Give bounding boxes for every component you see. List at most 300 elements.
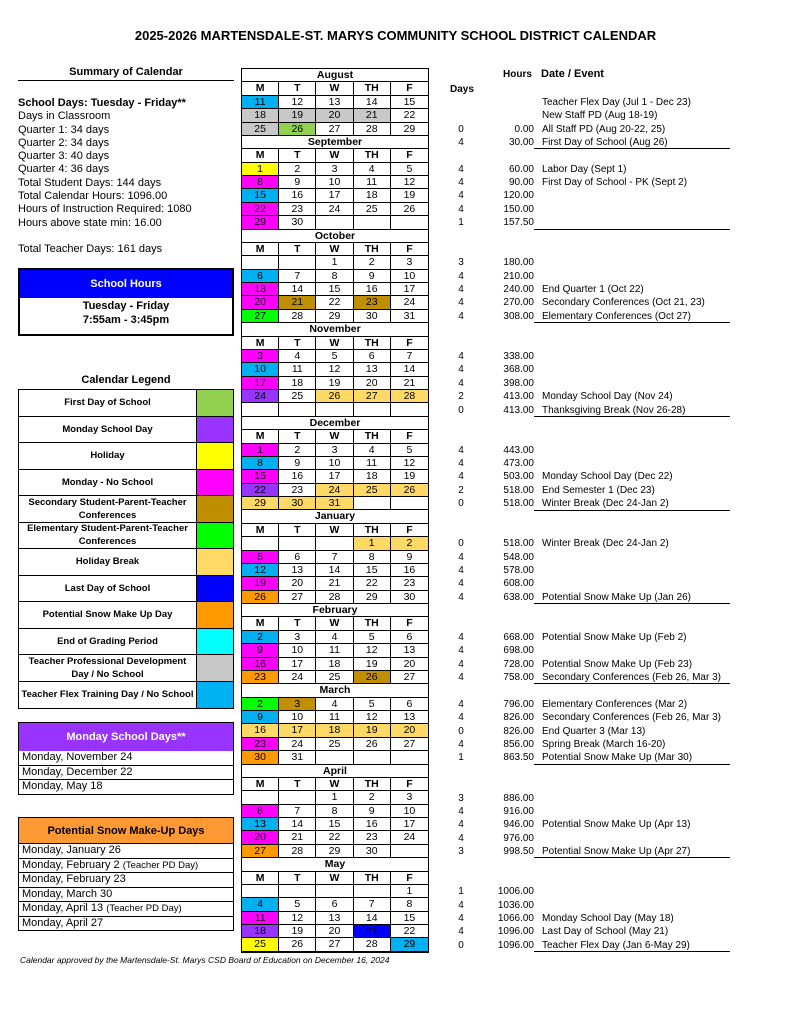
day-cell: 25 bbox=[316, 671, 353, 684]
weekday-header: M bbox=[242, 778, 279, 791]
event-row bbox=[440, 444, 730, 457]
day-cell: 1 bbox=[316, 791, 353, 804]
days-value: 0 bbox=[458, 404, 464, 416]
day-cell: 15 bbox=[391, 912, 428, 925]
day-cell: 29 bbox=[391, 938, 428, 951]
event-text: Potential Snow Make Up (Jan 26) bbox=[534, 591, 730, 604]
week-row bbox=[242, 377, 428, 390]
day-cell: 7 bbox=[279, 805, 316, 818]
legend-item bbox=[19, 470, 233, 497]
day-cell: 17 bbox=[316, 189, 353, 202]
monday-school-days-heading: Monday School Days** bbox=[19, 723, 233, 751]
day-cell: 5 bbox=[391, 163, 428, 176]
weekday-header-row bbox=[242, 617, 428, 630]
school-hours-times: 7:55am - 3:45pm bbox=[82, 314, 170, 326]
week-row bbox=[242, 403, 428, 416]
hours-value: 270.00 bbox=[503, 297, 534, 309]
snow-makeup-day bbox=[19, 917, 233, 931]
summary-line: Days in Classroom bbox=[18, 110, 111, 123]
day-cell: 13 bbox=[391, 644, 428, 657]
day-cell bbox=[391, 751, 428, 764]
days-value: 4 bbox=[458, 284, 464, 296]
day-cell: 15 bbox=[316, 818, 353, 831]
weekday-header: W bbox=[316, 243, 353, 256]
day-cell: 29 bbox=[354, 591, 391, 604]
legend-label: Holiday bbox=[19, 443, 197, 469]
month-label: October bbox=[242, 230, 428, 243]
day-cell: 31 bbox=[391, 310, 428, 323]
day-cell: 13 bbox=[279, 564, 316, 577]
day-cell: 30 bbox=[354, 310, 391, 323]
days-value: 4 bbox=[458, 310, 464, 322]
weekday-header: TH bbox=[354, 82, 391, 95]
legend-item bbox=[19, 629, 233, 656]
day-cell: 1 bbox=[242, 444, 279, 457]
days-value: 1 bbox=[458, 217, 464, 229]
day-cell: 31 bbox=[279, 751, 316, 764]
event-row bbox=[440, 845, 730, 858]
event-text: Elementary Conferences (Oct 27) bbox=[534, 310, 730, 323]
day-cell: 1 bbox=[391, 885, 428, 898]
day-cell: 16 bbox=[354, 818, 391, 831]
weekday-header: F bbox=[391, 617, 428, 630]
hours-value: 826.00 bbox=[503, 725, 534, 737]
calendar-grid bbox=[241, 68, 429, 953]
weekday-header: F bbox=[391, 778, 428, 791]
hours-value: 413.00 bbox=[503, 391, 534, 403]
event-text: End Quarter 3 (Mar 13) bbox=[542, 725, 646, 737]
day-cell: 9 bbox=[279, 176, 316, 189]
day-cell: 24 bbox=[242, 390, 279, 403]
hours-value: 796.00 bbox=[503, 698, 534, 710]
day-cell: 3 bbox=[242, 350, 279, 363]
weekday-header: M bbox=[242, 617, 279, 630]
days-value: 4 bbox=[458, 203, 464, 215]
weekday-header: TH bbox=[354, 149, 391, 162]
day-cell bbox=[354, 216, 391, 229]
hours-value: 1036.00 bbox=[497, 899, 534, 911]
days-value: 4 bbox=[458, 672, 464, 684]
week-row bbox=[242, 925, 428, 938]
week-row bbox=[242, 350, 428, 363]
hours-value: 863.50 bbox=[503, 752, 534, 764]
monday-school-day: Monday, May 18 bbox=[22, 780, 103, 792]
weekday-header: T bbox=[279, 872, 316, 885]
hours-value: 150.00 bbox=[503, 203, 534, 215]
legend-label: Last Day of School bbox=[19, 576, 197, 602]
day-cell: 20 bbox=[279, 577, 316, 590]
legend-swatch bbox=[197, 390, 233, 416]
day-cell: 25 bbox=[279, 390, 316, 403]
day-cell: 30 bbox=[354, 845, 391, 858]
day-cell: 29 bbox=[391, 123, 428, 136]
event-text bbox=[534, 577, 730, 590]
event-row bbox=[440, 751, 730, 764]
weekday-header: W bbox=[316, 149, 353, 162]
weekday-header: M bbox=[242, 337, 279, 350]
day-cell: 23 bbox=[279, 484, 316, 497]
month-label: September bbox=[242, 136, 428, 149]
snow-makeup-day bbox=[19, 888, 233, 903]
day-cell: 3 bbox=[279, 631, 316, 644]
legend-item bbox=[19, 549, 233, 576]
day-cell: 1 bbox=[354, 537, 391, 550]
hours-value: 578.00 bbox=[503, 565, 534, 577]
legend-swatch bbox=[197, 549, 233, 575]
event-row bbox=[440, 925, 730, 938]
day-cell: 20 bbox=[316, 109, 353, 122]
hours-value: 1096.00 bbox=[497, 926, 534, 938]
week-row bbox=[242, 818, 428, 831]
day-cell: 9 bbox=[354, 270, 391, 283]
week-row bbox=[242, 283, 428, 296]
page-title: 2025-2026 MARTENSDALE-ST. MARYS COMMUNITY SCHOOL DISTRICT CALENDAR bbox=[134, 28, 657, 43]
hours-value: 886.00 bbox=[503, 792, 534, 804]
event-row bbox=[440, 470, 730, 483]
days-value: 4 bbox=[458, 698, 464, 710]
school-hours-box bbox=[18, 268, 234, 336]
day-cell: 10 bbox=[279, 711, 316, 724]
weekday-header: T bbox=[279, 778, 316, 791]
days-value: 4 bbox=[458, 899, 464, 911]
event-row bbox=[440, 698, 730, 711]
event-text bbox=[534, 832, 730, 845]
day-cell: 11 bbox=[279, 363, 316, 376]
legend-item bbox=[19, 390, 233, 417]
event-text: End Semester 1 (Dec 23) bbox=[542, 484, 655, 496]
day-cell: 18 bbox=[316, 724, 353, 737]
weekday-header: W bbox=[316, 337, 353, 350]
day-cell: 14 bbox=[279, 818, 316, 831]
day-cell: 26 bbox=[279, 938, 316, 951]
day-cell: 24 bbox=[316, 484, 353, 497]
month-label: December bbox=[242, 417, 428, 430]
day-cell bbox=[279, 885, 316, 898]
week-row bbox=[242, 96, 428, 109]
day-cell: 2 bbox=[354, 791, 391, 804]
legend-item bbox=[19, 443, 233, 470]
event-text: Potential Snow Make Up (Apr 13) bbox=[542, 819, 691, 831]
day-cell: 7 bbox=[354, 898, 391, 911]
event-row bbox=[440, 203, 730, 216]
event-text bbox=[534, 792, 730, 805]
day-cell: 24 bbox=[391, 296, 428, 309]
day-cell bbox=[391, 216, 428, 229]
weekday-header: TH bbox=[354, 524, 391, 537]
hours-column-header: Hours bbox=[503, 69, 532, 80]
weekday-header-row bbox=[242, 778, 428, 791]
legend-item bbox=[19, 655, 233, 682]
day-cell: 5 bbox=[391, 444, 428, 457]
snow-makeup-day bbox=[19, 844, 233, 859]
event-text: First Day of School (Aug 26) bbox=[534, 136, 730, 149]
event-row bbox=[440, 805, 730, 818]
days-value: 4 bbox=[458, 819, 464, 831]
event-row bbox=[440, 296, 730, 309]
day-cell: 30 bbox=[279, 497, 316, 510]
approval-footer: Calendar approved by the Martensdale-St. Marys CSD Board of Education on December 16, 2024 bbox=[20, 955, 390, 965]
event-text: Monday School Day (Dec 22) bbox=[542, 471, 673, 483]
days-value: 4 bbox=[458, 805, 464, 817]
day-cell: 7 bbox=[391, 350, 428, 363]
summary-heading: Summary of Calendar bbox=[18, 66, 234, 81]
event-row bbox=[440, 390, 730, 403]
weekday-header: T bbox=[279, 243, 316, 256]
legend-label: Teacher Flex Training Day / No School bbox=[19, 682, 197, 709]
event-row bbox=[440, 912, 730, 925]
day-cell: 13 bbox=[354, 363, 391, 376]
days-value: 4 bbox=[458, 163, 464, 175]
weekday-header-row bbox=[242, 430, 428, 443]
hours-value bbox=[482, 96, 534, 109]
hours-value: 443.00 bbox=[503, 444, 534, 456]
hours-value: 976.00 bbox=[503, 832, 534, 844]
legend-swatch bbox=[197, 523, 233, 549]
legend-label: Secondary Student-Parent-Teacher Conferences bbox=[19, 496, 197, 522]
hours-value: 638.00 bbox=[503, 591, 534, 603]
legend-label: Monday School Day bbox=[19, 417, 197, 443]
week-row bbox=[242, 577, 428, 590]
event-text: Secondary Conferences (Oct 21, 23) bbox=[542, 297, 705, 309]
day-cell: 3 bbox=[391, 791, 428, 804]
event-text: Labor Day (Sept 1) bbox=[542, 163, 627, 175]
event-row bbox=[440, 176, 730, 189]
day-cell: 26 bbox=[391, 203, 428, 216]
event-text: Elementary Conferences (Mar 2) bbox=[542, 698, 688, 710]
event-text bbox=[534, 564, 730, 577]
hours-value: 518.00 bbox=[503, 498, 534, 510]
week-row bbox=[242, 805, 428, 818]
day-cell: 20 bbox=[242, 831, 279, 844]
days-value: 4 bbox=[458, 177, 464, 189]
week-row bbox=[242, 444, 428, 457]
summary-line: Quarter 3: 40 days bbox=[18, 150, 110, 163]
day-cell: 19 bbox=[242, 577, 279, 590]
legend-swatch bbox=[197, 655, 233, 681]
event-text: Last Day of School (May 21) bbox=[542, 926, 669, 938]
day-cell: 7 bbox=[279, 270, 316, 283]
weekday-header-row bbox=[242, 872, 428, 885]
day-cell: 27 bbox=[316, 938, 353, 951]
event-row bbox=[440, 96, 730, 109]
day-cell: 23 bbox=[242, 738, 279, 751]
day-cell: 2 bbox=[279, 163, 316, 176]
hours-value: 60.00 bbox=[508, 163, 534, 175]
week-row bbox=[242, 189, 428, 202]
day-cell: 19 bbox=[354, 658, 391, 671]
day-cell: 24 bbox=[316, 203, 353, 216]
days-value: 3 bbox=[458, 792, 464, 804]
legend-swatch bbox=[197, 629, 233, 655]
day-cell: 26 bbox=[316, 390, 353, 403]
day-cell: 9 bbox=[391, 551, 428, 564]
event-row bbox=[440, 404, 730, 417]
summary-line: School Days: Tuesday - Friday** bbox=[18, 97, 186, 109]
day-cell: 18 bbox=[279, 377, 316, 390]
week-row bbox=[242, 671, 428, 684]
snow-makeup-day bbox=[19, 902, 233, 917]
month-label: May bbox=[242, 858, 428, 871]
monday-school-day: Monday, November 24 bbox=[19, 751, 233, 766]
day-cell: 1 bbox=[316, 256, 353, 269]
day-cell: 11 bbox=[242, 912, 279, 925]
days-value: 4 bbox=[458, 444, 464, 456]
days-value: 4 bbox=[458, 658, 464, 670]
day-cell: 18 bbox=[242, 925, 279, 938]
day-cell: 13 bbox=[242, 283, 279, 296]
day-cell: 27 bbox=[242, 845, 279, 858]
day-cell: 13 bbox=[316, 912, 353, 925]
days-value: 0 bbox=[458, 725, 464, 737]
day-cell: 15 bbox=[391, 96, 428, 109]
snow-day-date: Monday, April 13 bbox=[22, 902, 107, 914]
weekday-header: W bbox=[316, 524, 353, 537]
day-cell: 18 bbox=[354, 470, 391, 483]
day-cell: 19 bbox=[354, 724, 391, 737]
day-cell: 5 bbox=[279, 898, 316, 911]
day-cell: 21 bbox=[316, 577, 353, 590]
day-cell bbox=[316, 537, 353, 550]
event-text: Potential Snow Make Up (Feb 2) bbox=[542, 631, 687, 643]
legend-swatch bbox=[197, 417, 233, 443]
event-row bbox=[440, 497, 730, 510]
week-row bbox=[242, 644, 428, 657]
day-cell: 21 bbox=[279, 296, 316, 309]
day-cell: 25 bbox=[354, 203, 391, 216]
weekday-header: T bbox=[279, 617, 316, 630]
day-cell: 27 bbox=[391, 738, 428, 751]
summary-section bbox=[18, 66, 234, 257]
day-cell bbox=[391, 845, 428, 858]
day-cell: 19 bbox=[391, 470, 428, 483]
event-text: Potential Snow Make Up (Apr 27) bbox=[534, 845, 730, 858]
week-row bbox=[242, 537, 428, 550]
day-cell bbox=[279, 537, 316, 550]
day-cell: 21 bbox=[391, 377, 428, 390]
summary-line: Total Teacher Days: 161 days bbox=[18, 243, 163, 256]
event-row bbox=[440, 457, 730, 470]
day-cell: 10 bbox=[391, 805, 428, 818]
weekday-header: W bbox=[316, 778, 353, 791]
day-cell: 23 bbox=[354, 831, 391, 844]
hours-value: 1006.00 bbox=[497, 886, 534, 898]
week-row bbox=[242, 296, 428, 309]
day-cell: 31 bbox=[316, 497, 353, 510]
day-cell: 1 bbox=[242, 163, 279, 176]
day-cell bbox=[391, 497, 428, 510]
day-cell: 28 bbox=[354, 123, 391, 136]
day-cell: 8 bbox=[242, 176, 279, 189]
days-value: 4 bbox=[458, 270, 464, 282]
hours-value bbox=[482, 109, 534, 122]
week-row bbox=[242, 457, 428, 470]
event-text bbox=[534, 256, 730, 269]
weekday-header-row bbox=[242, 337, 428, 350]
event-row bbox=[440, 832, 730, 845]
week-row bbox=[242, 497, 428, 510]
hours-value: 398.00 bbox=[503, 377, 534, 389]
snow-makeup-day bbox=[19, 873, 233, 888]
event-row bbox=[440, 711, 730, 724]
day-cell: 16 bbox=[391, 564, 428, 577]
day-cell: 8 bbox=[316, 270, 353, 283]
hours-value: 1066.00 bbox=[497, 912, 534, 924]
summary-line: Hours above state min: 16.00 bbox=[18, 216, 162, 229]
day-cell: 14 bbox=[354, 96, 391, 109]
week-row bbox=[242, 203, 428, 216]
legend-label: Monday - No School bbox=[19, 470, 197, 496]
day-cell: 6 bbox=[279, 551, 316, 564]
day-cell: 18 bbox=[242, 109, 279, 122]
day-cell: 2 bbox=[279, 444, 316, 457]
legend-item bbox=[19, 602, 233, 629]
days-value: 0 bbox=[458, 538, 464, 550]
legend-title: Calendar Legend bbox=[81, 374, 171, 386]
day-cell: 5 bbox=[316, 350, 353, 363]
day-cell: 24 bbox=[279, 738, 316, 751]
legend-label: Potential Snow Make Up Day bbox=[19, 602, 197, 628]
legend-label: Teacher Professional Development Day / No School bbox=[19, 655, 197, 681]
event-row bbox=[440, 310, 730, 323]
week-row bbox=[242, 831, 428, 844]
weekday-header: T bbox=[279, 430, 316, 443]
hours-value: 916.00 bbox=[503, 805, 534, 817]
event-text bbox=[534, 377, 730, 390]
day-cell: 27 bbox=[391, 671, 428, 684]
monday-school-days-list bbox=[19, 751, 233, 794]
event-row bbox=[440, 725, 730, 738]
weekday-header: T bbox=[279, 524, 316, 537]
day-cell: 13 bbox=[391, 711, 428, 724]
days-value: 3 bbox=[458, 257, 464, 269]
day-cell: 17 bbox=[279, 658, 316, 671]
day-cell: 25 bbox=[316, 738, 353, 751]
day-cell: 23 bbox=[391, 577, 428, 590]
day-cell: 3 bbox=[279, 698, 316, 711]
event-row bbox=[440, 564, 730, 577]
event-text bbox=[534, 457, 730, 470]
days-value: 4 bbox=[458, 832, 464, 844]
day-cell bbox=[354, 885, 391, 898]
weekday-header-row bbox=[242, 149, 428, 162]
days-value: 4 bbox=[458, 739, 464, 750]
weekday-header: TH bbox=[354, 617, 391, 630]
event-text bbox=[534, 551, 730, 564]
day-cell: 12 bbox=[354, 711, 391, 724]
weekday-header: TH bbox=[354, 778, 391, 791]
day-cell: 22 bbox=[242, 484, 279, 497]
day-cell: 15 bbox=[354, 564, 391, 577]
day-cell: 5 bbox=[242, 551, 279, 564]
event-row bbox=[440, 123, 730, 136]
event-text bbox=[534, 885, 730, 898]
monday-school-days-box bbox=[18, 722, 234, 795]
day-cell: 19 bbox=[279, 109, 316, 122]
week-row bbox=[242, 363, 428, 376]
day-cell: 20 bbox=[391, 658, 428, 671]
weekday-header: M bbox=[242, 430, 279, 443]
week-row bbox=[242, 631, 428, 644]
event-text: Thanksgiving Break (Nov 26-28) bbox=[534, 404, 730, 417]
event-text: Winter Break (Dec 24-Jan 2) bbox=[534, 497, 730, 510]
day-cell: 3 bbox=[316, 163, 353, 176]
day-cell: 16 bbox=[242, 658, 279, 671]
legend-item bbox=[19, 576, 233, 603]
day-cell bbox=[242, 791, 279, 804]
summary-line: Total Student Days: 144 days bbox=[18, 176, 162, 189]
event-text: First Day of School - PK (Sept 2) bbox=[542, 177, 688, 189]
day-cell: 12 bbox=[279, 96, 316, 109]
